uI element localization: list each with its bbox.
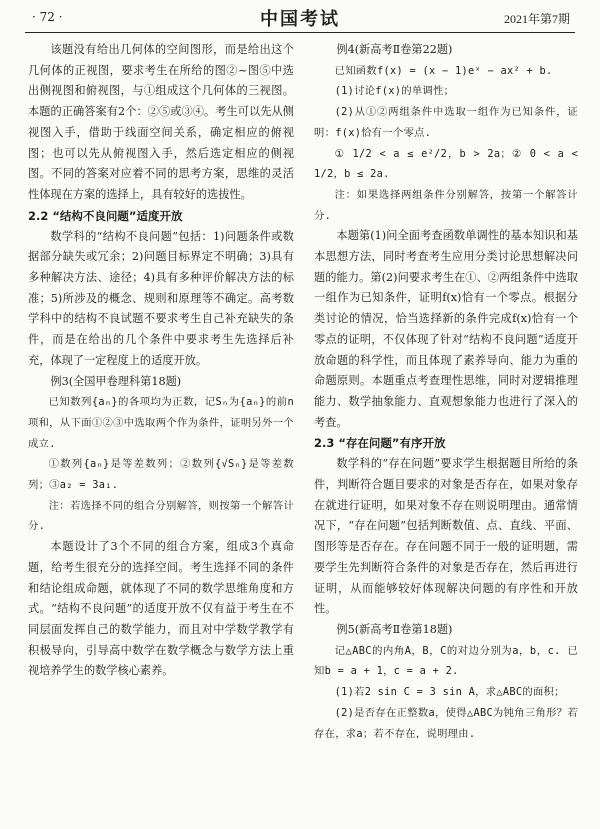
- example-stem: 记△ABC的内角A，B，C的对边分别为a，b，c. 已知b = a + 1，c = a + 2.: [314, 644, 578, 678]
- example-conditions: ①数列{aₙ}是等差数列；②数列{√Sₙ}是等差数列；③a₂ = 3a₁.: [28, 458, 294, 492]
- example-question: (1)讨论f(x)的单调性；: [334, 85, 455, 98]
- example-note: 注：若选择不同的组合分别解答，则按第一个解答计分.: [28, 499, 294, 533]
- paragraph: 本题第(1)问全面考查函数单调性的基本知识和基本思想方法，同时考查考生应用分类讨论思想解决问题的能力。第(2)问要求考生在①、②两组条件中选取一组作为已知条件，证明f(x)恰有一个零点。根据分类讨论的情况，恰当选择新的条件完成f(x)恰有一个零点的证明，不仅体现了针对“结构不良问题”适度开放命题的科学性，而且体现了素养导向、能力为重的命题原则。本题重点考查理性思维，同时对逻辑推理能力、数学抽象能力、直观想象能力也进行了深入的考查。: [314, 229, 578, 429]
- section-heading: 2.2 “结构不良问题”适度开放: [28, 208, 183, 223]
- example-note: 注：如果选择两组条件分别解答，按第一个解答计分.: [314, 188, 578, 222]
- example-question: (2)从①②两组条件中选取一组作为已知条件，证明：f(x)恰有一个零点.: [314, 106, 578, 139]
- header-rule: [25, 32, 575, 33]
- example-title: 例4(新高考Ⅱ卷第22题): [336, 43, 453, 56]
- right-column: [314, 40, 578, 744]
- section-heading: 2.3 “存在问题”有序开放: [314, 436, 446, 451]
- example-stem: 已知函数f(x) = (x − 1)eˣ − ax² + b.: [334, 64, 553, 77]
- example-question: (1)若2 sin C = 3 sin A，求△ABC的面积；: [334, 686, 565, 699]
- paragraph: 数学科的“结构不良问题”包括：1)问题条件或数据部分缺失或冗余；2)问题目标界定不明确；3)具有多种解决方法、途径；4)具有多种评价解决方法的标准；5)所涉及的概念、规则和原理等不确定。高考数学科中的结构不良试题不要求考生自己补充缺失的条件，而是在给出的几个条件中要求考生先选择后补充，体现了一定程度上的适度开放。: [28, 229, 294, 367]
- left-column: [28, 40, 294, 682]
- example-title: 例3(全国甲卷理科第18题): [50, 374, 182, 388]
- paragraph: 数学科的“存在问题”要求学生根据题目所给的条件，判断符合题目要求的对象是否存在，如果对象存在就进行证明，如果对象不存在则说明理由。通常情况下，“存在问题”包括判断数值、点、直线、平面、图形等是否存在。存在问题不同于一般的证明题，需要学生先判断符合条件的对象是否存在，然后再进行证明，从而能够较好体现解决问题的有序性和开放性。: [314, 457, 578, 616]
- issue-label: 2021年第7期: [503, 12, 570, 26]
- example-conditions: ① 1/2 < a ≤ e²/2，b > 2a；② 0 < a < 1/2，b ≤ 2a.: [314, 147, 578, 181]
- journal-title: 中国考试: [260, 9, 340, 30]
- paragraph: 本题设计了3个不同的组合方案，组成3个真命题，给考生很充分的选择空间。考生选择不同的条件和结论组成命题，就体现了不同的数学思维角度和方式。“结构不良问题”的适度开放不仅有益于考生在不同层面发挥自己的数学能力，而且对中学数学教学有积极导向，引导高中数学在数学概念与数学方法上重视培养学生的数学核心素养。: [28, 540, 294, 678]
- example-stem: 已知数列{aₙ}的各项均为正数，记Sₙ为{aₙ}的前n项和，从下面①②③中选取两个作为条件，证明另外一个成立.: [28, 396, 294, 450]
- example-question: (2)是否存在正整数a，使得△ABC为钝角三角形？若存在，求a；若不存在，说明理由.: [314, 706, 578, 740]
- page-header: [0, 0, 600, 34]
- paragraph: 该题没有给出几何体的空间图形，而是给出这个几何体的正视图，要求考生在所给的图②~图⑤中选出侧视图和俯视图，与①组成这个几何体的三视图。本题的正确答案有2个：②⑤或③④。考生可以先从侧视图入手，借助于线面空间关系，确定相应的俯视图；也可以先从俯视图入手，然后选定相应的侧视图。不同的答案对应着不同的思考方案，思维的灵活性体现在方案的选择上，具有较好的选拔性。: [28, 43, 294, 201]
- example-title: 例5(新高考Ⅱ卷第18题): [336, 622, 453, 636]
- page-number: · 72 ·: [32, 10, 63, 24]
